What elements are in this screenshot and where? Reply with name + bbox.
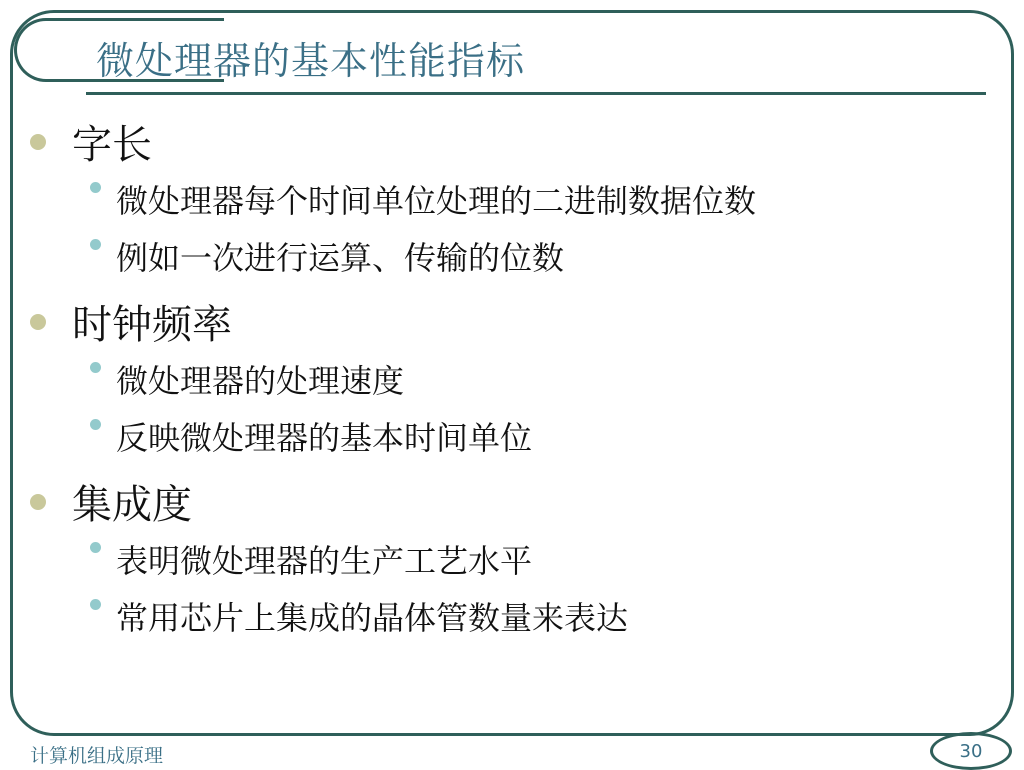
bullet-dot-icon xyxy=(90,362,101,373)
bullet-text: 微处理器的处理速度 xyxy=(116,361,405,400)
bullet-text: 微处理器每个时间单位处理的二进制数据位数 xyxy=(116,181,757,220)
title-underline xyxy=(86,92,986,95)
bullet-dot-icon xyxy=(90,239,101,250)
bullet-dot-icon xyxy=(90,419,101,430)
bullet-level2 xyxy=(30,587,990,644)
bullet-dot-icon xyxy=(90,182,101,193)
bullet-level2 xyxy=(30,530,990,587)
bullet-text: 表明微处理器的生产工艺水平 xyxy=(116,541,533,580)
section-integration xyxy=(30,472,990,644)
slide-title: 微处理器的基本性能指标 xyxy=(96,39,526,83)
bullet-dot-icon xyxy=(30,314,46,330)
bullet-level2 xyxy=(30,227,990,284)
slide-content xyxy=(30,112,990,652)
section-heading: 集成度 xyxy=(72,481,192,528)
bullet-level1 xyxy=(30,292,990,350)
section-heading: 时钟频率 xyxy=(72,301,232,348)
bullet-dot-icon xyxy=(30,134,46,150)
section-heading: 字长 xyxy=(72,121,152,168)
section-clock-frequency xyxy=(30,292,990,464)
bullet-dot-icon xyxy=(90,599,101,610)
page-number: 30 xyxy=(959,740,983,762)
bullet-level1 xyxy=(30,472,990,530)
bullet-text: 反映微处理器的基本时间单位 xyxy=(116,418,533,457)
section-word-length xyxy=(30,112,990,284)
bullet-level1 xyxy=(30,112,990,170)
bullet-dot-icon xyxy=(90,542,101,553)
bullet-level2 xyxy=(30,407,990,464)
bullet-level2 xyxy=(30,350,990,407)
bullet-dot-icon xyxy=(30,494,46,510)
bullet-text: 例如一次进行运算、传输的位数 xyxy=(116,238,565,277)
bullet-text: 常用芯片上集成的晶体管数量来表达 xyxy=(116,598,629,637)
course-name: 计算机组成原理 xyxy=(30,745,164,767)
page-number-badge xyxy=(930,732,1012,770)
bullet-level2 xyxy=(30,170,990,227)
